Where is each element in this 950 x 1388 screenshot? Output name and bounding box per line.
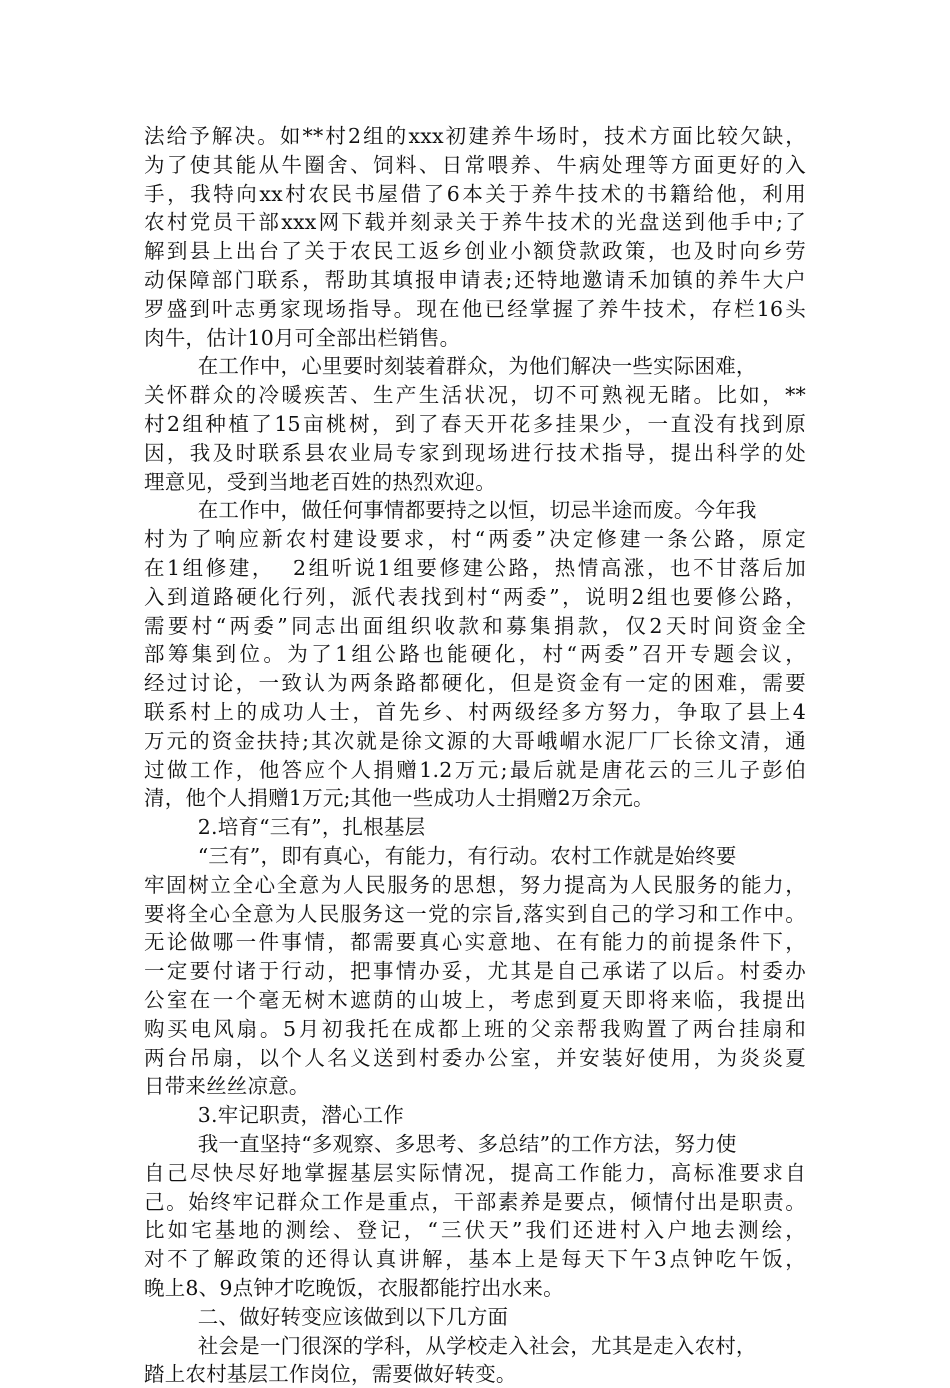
text-line: 牢固树立全心全意为人民服务的思想，努力提高为人民服务的能力，: [144, 872, 806, 897]
text-line: 关怀群众的冷暖疾苦、生产生活状况，切不可熟视无睹。比如，**: [144, 383, 806, 408]
paragraph-start: 我一直坚持“多观察、多思考、多总结”的工作方法，努力使: [144, 1132, 737, 1156]
text-line: 村为了响应新农村建设要求，村“两委”决定修建一条公路，原定: [144, 527, 806, 552]
paragraph-start: 在工作中，心里要时刻装着群众，为他们解决一些实际困难，: [144, 354, 757, 379]
text-line: 手，我特向xx村农民书屋借了6本关于养牛技术的书籍给他，利用: [144, 181, 806, 206]
text-line: 罗盛到叶志勇家现场指导。现在他已经掌握了养牛技术，存栏16头: [144, 296, 806, 321]
section-heading: 2.培育“三有”，扎根基层: [144, 815, 426, 840]
section-heading: 二、做好转变应该做到以下几方面: [144, 1304, 509, 1329]
text-line: 要将全心全意为人民服务这一党的宗旨,落实到自己的学习和工作中。: [144, 901, 806, 926]
paragraph-start: 社会是一门很深的学科，从学校走入社会，尤其是走入农村，: [144, 1333, 757, 1358]
section-heading: 3.牢记职责，潜心工作: [144, 1103, 404, 1128]
text-line: 一定要付诸于行动，把事情办妥，尤其是自己承诺了以后。村委办: [144, 959, 806, 984]
paragraph-start: 在工作中，做任何事情都要持之以恒，切忌半途而废。今年我: [144, 498, 757, 523]
text-line: 日带来丝丝凉意。: [144, 1074, 310, 1099]
text-line: 过做工作，他答应个人捐赠1.2万元;最后就是唐花云的三儿子彭伯: [144, 757, 806, 782]
text-line: 法给予解决。如**村2组的xxx初建养牛场时，技术方面比较欠缺，: [144, 124, 806, 148]
paragraph-start: “三有”，即有真心，有能力，有行动。农村工作就是始终要: [144, 844, 737, 868]
text-line: 万元的资金扶持;其次就是徐文源的大哥峨嵋水泥厂厂长徐文清，通: [144, 728, 806, 753]
text-line: 经过讨论，一致认为两条路都硬化，但是资金有一定的困难，需要: [144, 671, 806, 696]
text-line: 村2组种植了15亩桃树，到了春天开花多挂果少，一直没有找到原: [144, 412, 806, 436]
text-line: 自己尽快尽好地掌握基层实际情况，提高工作能力，高标准要求自: [144, 1160, 806, 1185]
text-line: 联系村上的成功人士，首先乡、村两级经多方努力，争取了县上4: [144, 700, 806, 724]
text-line: 购买电风扇。5月初我托在成都上班的父亲帮我购置了两台挂扇和: [144, 1016, 806, 1041]
text-line: 理意见，受到当地老百姓的热烈欢迎。: [144, 469, 496, 494]
text-line: 在1组修建， 2组听说1组要修建公路，热情高涨，也不甘落后加: [144, 556, 806, 580]
text-line: 踏上农村基层工作岗位，需要做好转变。: [144, 1362, 517, 1387]
text-line: 对不了解政策的还得认真讲解，基本上是每天下午3点钟吃午饭，: [144, 1247, 806, 1272]
text-line: 需要村“两委”同志出面组织收款和募集捐款，仅2天时间资金全: [144, 613, 806, 638]
text-line: 两台吊扇，以个人名义送到村委办公室，并安装好使用，为炎炎夏: [144, 1045, 806, 1070]
text-line: 农村党员干部xxx网下载并刻录关于养牛技术的光盘送到他手中;了: [144, 210, 806, 235]
text-line: 比如宅基地的测绘、登记，“三伏天”我们还进村入户地去测绘，: [144, 1218, 806, 1243]
text-line: 因，我及时联系县农业局专家到现场进行技术指导，提出科学的处: [144, 440, 806, 465]
text-line: 清，他个人捐赠1万元;其他一些成功人士捐赠2万余元。: [144, 786, 654, 811]
text-line: 入到道路硬化行列，派代表找到村“两委”，说明2组也要修公路，: [144, 584, 806, 609]
text-line: 部筹集到位。为了1组公路也能硬化，村“两委”召开专题会议，: [144, 642, 806, 667]
text-line: 肉牛，估计10月可全部出栏销售。: [144, 325, 461, 350]
text-line: 公室在一个毫无树木遮荫的山坡上，考虑到夏天即将来临，我提出: [144, 988, 806, 1012]
text-line: 为了使其能从牛圈舍、饲料、日常喂养、牛病处理等方面更好的入: [144, 152, 806, 177]
text-line: 己。始终牢记群众工作是重点，干部素养是要点，倾情付出是职责。: [144, 1189, 806, 1214]
text-line: 解到县上出台了关于农民工返乡创业小额贷款政策，也及时向乡劳: [144, 239, 806, 264]
text-line: 无论做哪一件事情，都需要真心实意地、在有能力的前提条件下，: [144, 930, 806, 955]
text-line: 动保障部门联系，帮助其填报申请表;还特地邀请禾加镇的养牛大户: [144, 268, 806, 292]
text-line: 晚上8、9点钟才吃晚饭，衣服都能拧出水来。: [144, 1276, 564, 1300]
